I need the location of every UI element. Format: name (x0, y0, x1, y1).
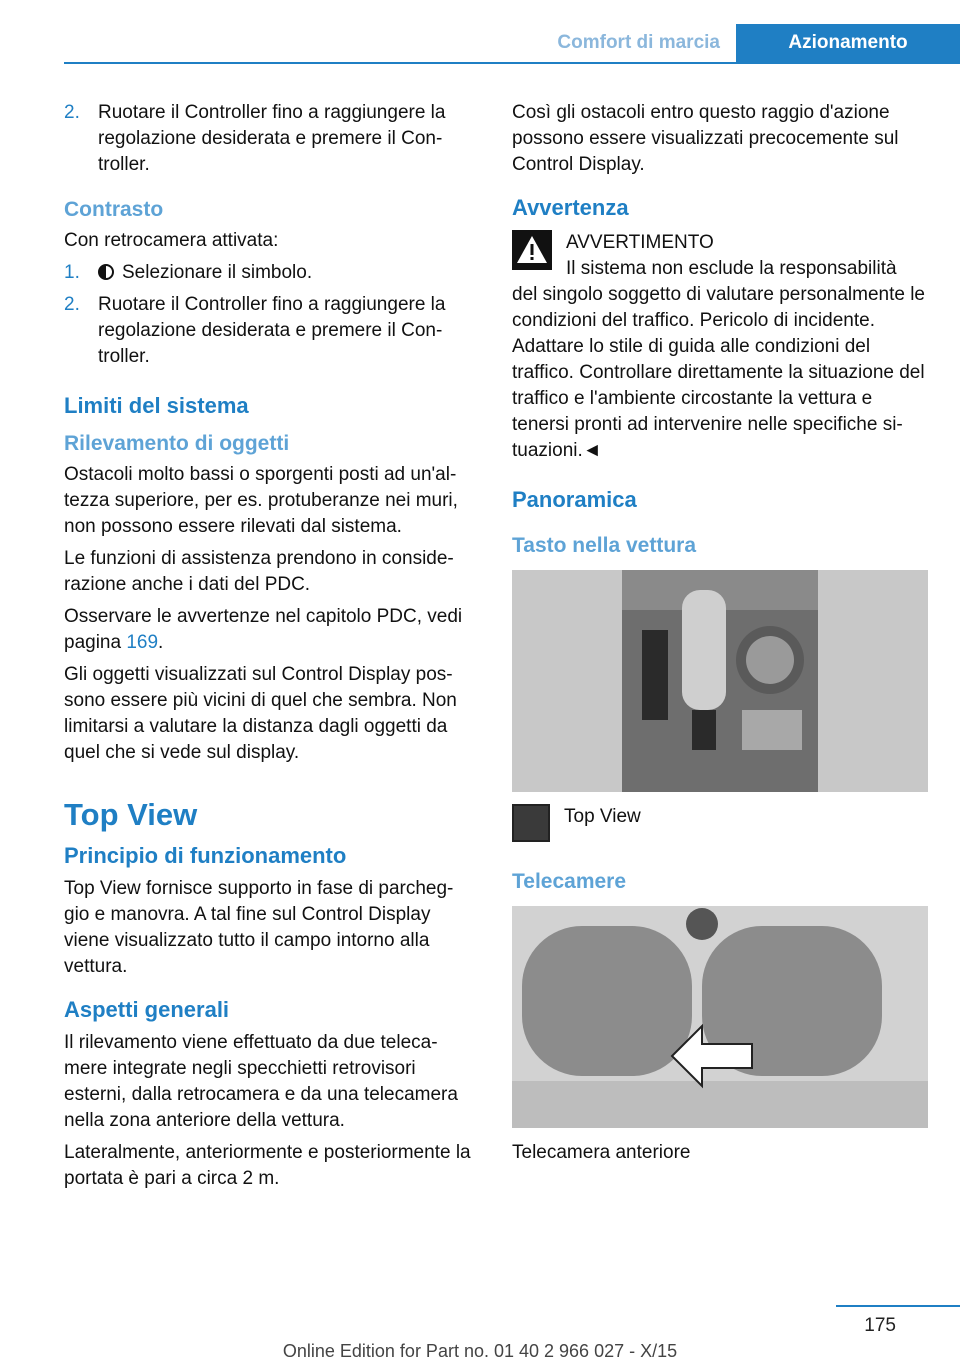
list-text: Ruotare il Controller fino a raggiungere la regolazione desiderata e premere il Con-troller. (98, 102, 446, 175)
list-number: 2. (64, 102, 80, 123)
aspetti-heading: Aspetti generali (64, 997, 230, 1022)
front-camera-photo (512, 906, 928, 1128)
limiti-heading: Limiti del sistema (64, 393, 249, 418)
topview-button-icon (512, 804, 550, 842)
page-link[interactable]: 169 (126, 632, 159, 653)
footer-rule (836, 1305, 960, 1307)
paragraph: Osservare le avvertenze nel capitolo PDC, vedi pagina 169. (64, 606, 463, 653)
topview-button-row (512, 804, 928, 842)
header-section[interactable]: Comfort di marcia (557, 32, 720, 53)
avvertenza-heading: Avvertenza (512, 195, 629, 220)
paragraph: Lateralmente, anteriormente e posteriormente la portata è pari a circa 2 m. (64, 1142, 471, 1189)
right-column (512, 100, 928, 1172)
warning-label: AVVERTIMENTO (566, 232, 714, 253)
camera-caption: Telecamera anteriore (512, 1142, 691, 1163)
warning-text: del singolo soggetto di valutare personalmente le condizioni del traffico. Pericolo di incidente. Adattare lo stile di guida alle condizioni del traffico. Controllare direttamente la situazione del traffico e l'ambiente circostante la vettura e tenersi pronti ad intervenire nelle specifiche si-tuazioni.◄ (512, 284, 925, 461)
header-chapter[interactable]: Azionamento (736, 24, 960, 62)
rilevamento-heading: Rilevamento di oggetti (64, 432, 290, 455)
paragraph: Top View fornisce supporto in fase di parcheg-gio e manovra. A tal fine sul Control Display viene visualizzato tutto il campo intorno alla vettura. (64, 878, 454, 977)
warning-icon (512, 230, 552, 270)
list-item (64, 100, 478, 178)
list-number: 2. (64, 294, 80, 315)
edition-text: Online Edition for Part no. 01 40 2 966 027 - X/15 (282, 1341, 678, 1361)
topview-button-label: Top View (564, 806, 641, 827)
topview-heading: Top View (64, 797, 198, 832)
contrasto-intro: Con retrocamera attivata: (64, 230, 279, 251)
principio-heading: Principio di funzionamento (64, 843, 347, 868)
tasto-heading: Tasto nella vettura (512, 534, 696, 557)
paragraph: Gli oggetti visualizzati sul Control Display pos-sono essere più vicini di quel che sembra. Non limitarsi a valutare la distanza dagli oggetti da quel che si vede sul display. (64, 664, 457, 763)
list-item (64, 292, 478, 370)
paragraph: Così gli ostacoli entro questo raggio d'azione possono essere visualizzati precocemente sul Control Display. (512, 102, 899, 175)
list-text: Ruotare il Controller fino a raggiungere la regolazione desiderata e premere il Con-troller. (98, 294, 446, 367)
center-console-photo (512, 570, 928, 792)
paragraph: Le funzioni di assistenza prendono in conside-razione anche i dati del PDC. (64, 548, 454, 595)
list-number: 1. (64, 262, 80, 283)
paragraph: Ostacoli molto bassi o sporgenti posti ad un'al-tezza superiore, per es. protuberanze nei muri, non possono essere rilevati dal sistema. (64, 464, 458, 537)
telecamere-heading: Telecamere (512, 870, 627, 893)
list-text: Selezionare il simbolo. (122, 262, 313, 283)
list-item (64, 260, 478, 286)
page-header (64, 24, 960, 64)
contrasto-heading: Contrasto (64, 198, 164, 221)
warning-block (512, 230, 928, 282)
panoramica-heading: Panoramica (512, 487, 637, 512)
page-number: 175 (864, 1315, 896, 1336)
contrast-icon (98, 264, 114, 280)
warning-first-line: Il sistema non esclude la responsabilità (566, 258, 897, 279)
paragraph: Il rilevamento viene effettuato da due teleca-mere integrate negli specchietti retrovisori esterni, dalla retrocamera e da una telecamera nella zona anteriore della vettura. (64, 1032, 458, 1131)
left-column (64, 100, 478, 1198)
